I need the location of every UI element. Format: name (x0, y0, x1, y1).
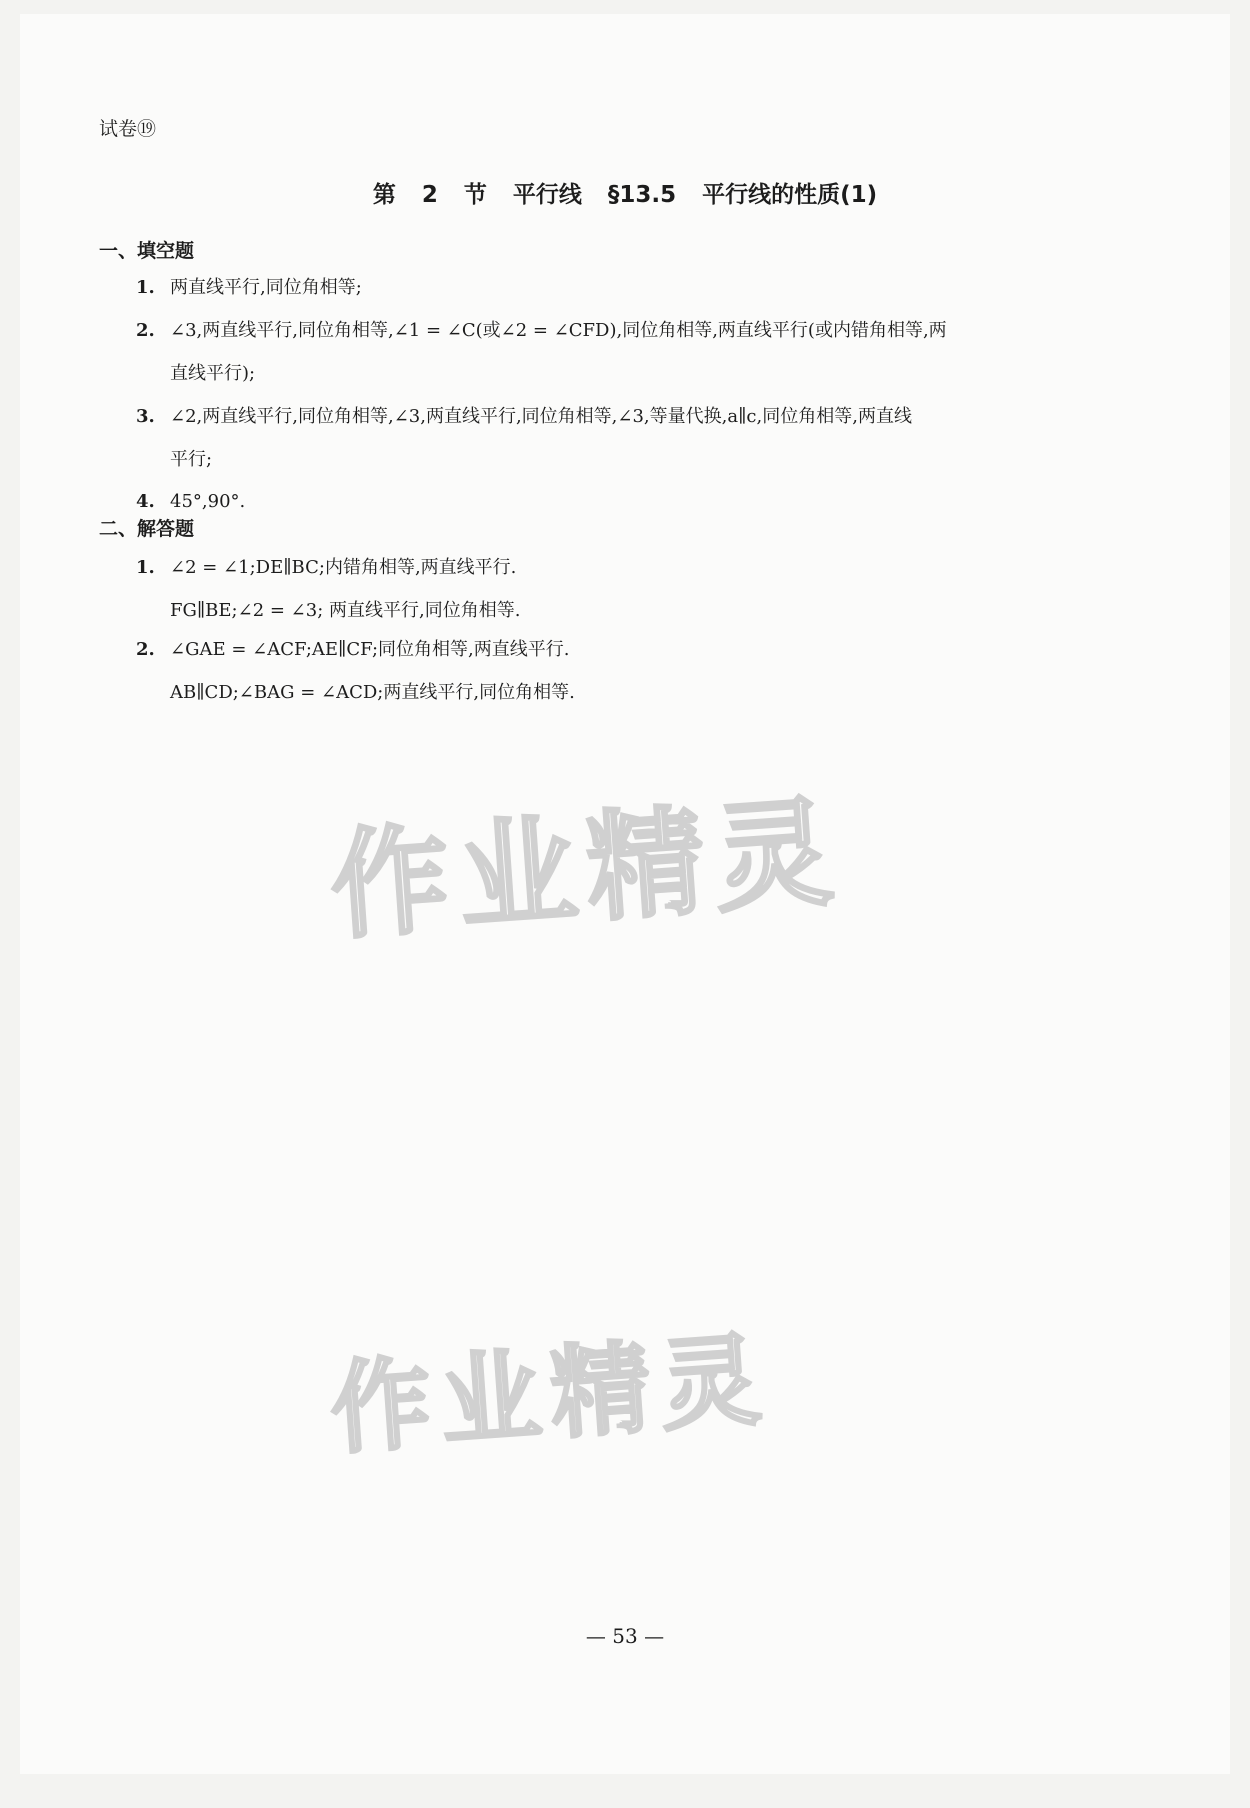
answer-line-continued: 直线平行); (170, 363, 256, 384)
question-1-2 (136, 309, 1136, 395)
question-2-2 (136, 628, 1136, 714)
answer-line: ∠2 = ∠1;DE∥BC;内错角相等,两直线平行. (170, 557, 517, 578)
question-number: 3. (136, 406, 155, 427)
question-number: 2. (136, 320, 155, 341)
question-1-1 (136, 266, 1136, 309)
question-1-3 (136, 395, 1136, 481)
page-number: — 53 — (585, 1624, 665, 1648)
question-2-1 (136, 546, 1136, 632)
answer-line-continued: AB∥CD;∠BAG = ∠ACD;两直线平行,同位角相等. (170, 682, 575, 703)
question-number: 1. (136, 557, 155, 578)
answer-line: 45°,90°. (170, 491, 246, 512)
page-title: 第 2 节 平行线 §13.5 平行线的性质(1) (372, 182, 878, 208)
answer-line-continued: FG∥BE;∠2 = ∠3; 两直线平行,同位角相等. (170, 600, 521, 621)
question-1-4 (136, 480, 1136, 523)
answer-line: ∠GAE = ∠ACF;AE∥CF;同位角相等,两直线平行. (170, 639, 570, 660)
watermark: 作业精灵 (327, 1320, 775, 1469)
watermark: 作业精灵 (326, 782, 847, 956)
answer-page (20, 14, 1230, 1774)
answer-line: ∠3,两直线平行,同位角相等,∠1 = ∠C(或∠2 = ∠CFD),同位角相等,两直线平行(或内错角相等,两 (170, 320, 947, 341)
answer-line: 两直线平行,同位角相等; (170, 277, 362, 298)
question-number: 1. (136, 277, 155, 298)
answer-line-continued: 平行; (170, 449, 213, 470)
section-heading-answer: 二、解答题 (99, 518, 195, 540)
question-number: 4. (136, 491, 155, 512)
sheet-label: 试卷⑲ (99, 118, 157, 140)
section-heading-fill-blank: 一、填空题 (99, 240, 195, 262)
answer-line: ∠2,两直线平行,同位角相等,∠3,两直线平行,同位角相等,∠3,等量代换,a∥c,同位角相等,两直线 (170, 406, 912, 427)
question-number: 2. (136, 639, 155, 660)
